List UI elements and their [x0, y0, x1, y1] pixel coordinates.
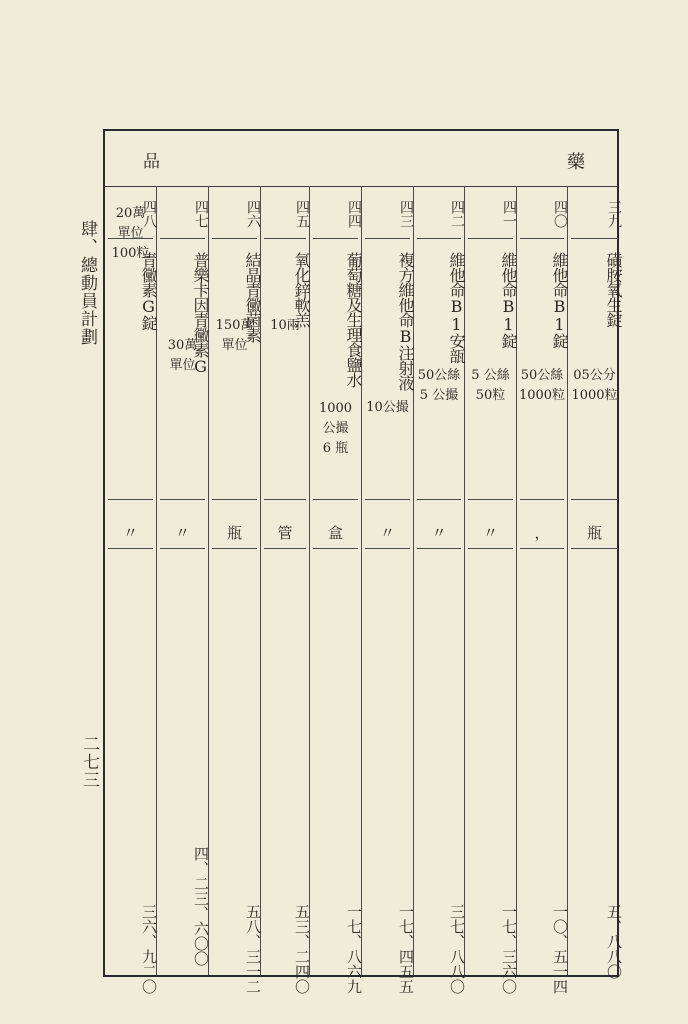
item-unit: 〃: [482, 524, 498, 542]
row-divider: [108, 548, 153, 549]
spec-line: 100粒: [111, 246, 150, 262]
spec-line: 5 公絲: [471, 368, 510, 383]
item-unit: 瓶: [586, 524, 602, 542]
item-spec: [261, 316, 309, 336]
table-row: [414, 186, 466, 994]
spec-line: 50公絲: [417, 368, 461, 383]
item-number: 四五: [294, 200, 310, 228]
item-name: 葡萄糖及生理食鹽水: [344, 252, 363, 387]
item-unit: 盒: [327, 524, 343, 542]
spec-line: 單位: [221, 338, 248, 354]
item-price: 三七、八八〇: [448, 904, 466, 994]
row-divider: [468, 548, 513, 549]
row-divider: [365, 238, 410, 239]
table-row: [568, 186, 623, 979]
table-row: [310, 186, 363, 994]
row-divider: [468, 238, 513, 239]
spec-line: 公撮: [322, 421, 349, 437]
row-divider: [313, 238, 358, 239]
spec-line: 05公分: [573, 368, 616, 383]
row-divider: [212, 499, 257, 500]
spec-line: 20萬: [115, 206, 146, 221]
row-divider: [264, 548, 306, 549]
item-spec: [105, 204, 156, 264]
table-row: [157, 186, 209, 975]
table-row: [209, 186, 262, 994]
row-divider: [571, 238, 618, 239]
spec-line: 50公絲: [520, 368, 564, 383]
row-divider: [417, 548, 461, 549]
item-name: 普樂卡因青黴素G: [191, 252, 210, 375]
item-name: 複方維他命B注射液: [396, 252, 415, 390]
spec-line: 150萬: [215, 318, 254, 333]
spec-line: 5 公撮: [419, 388, 459, 404]
item-price: 三六、九二〇: [140, 904, 158, 994]
item-spec: [310, 399, 361, 459]
item-spec: [517, 366, 567, 406]
item-number: 四八: [141, 200, 157, 228]
spec-line: 50粒: [475, 388, 506, 404]
spec-line: 30萬: [167, 338, 198, 353]
row-divider: [313, 499, 358, 500]
item-name: 結晶青黴菌素: [243, 252, 262, 342]
row-divider: [571, 548, 618, 549]
row-divider: [417, 499, 461, 500]
item-number: 四四: [346, 200, 362, 228]
item-price: 五三、二四〇: [293, 904, 311, 994]
row-divider: [468, 499, 513, 500]
category-label-left: 品: [143, 152, 160, 172]
item-unit: 瓶: [226, 524, 242, 542]
item-number: 四〇: [552, 200, 568, 228]
spec-line: 單位: [117, 226, 144, 242]
spec-line: 1000粒: [571, 388, 618, 404]
category-row: [105, 131, 617, 187]
item-unit: 〃: [379, 524, 395, 542]
item-unit: 〃: [174, 524, 190, 542]
item-price: 五、八八〇: [605, 904, 623, 979]
table-row: [517, 186, 569, 994]
row-divider: [571, 499, 618, 500]
row-divider: [160, 238, 205, 239]
row-divider: [417, 238, 461, 239]
table-row: [261, 186, 311, 994]
item-unit: ，: [534, 524, 550, 542]
item-number: 三九: [606, 200, 622, 228]
category-label-right: 藥: [567, 152, 585, 173]
item-spec: [362, 398, 413, 418]
row-divider: [264, 238, 306, 239]
section-header: 肆、總動員計劃: [77, 220, 97, 346]
row-divider: [520, 548, 564, 549]
page-number: 二七三: [79, 735, 99, 789]
item-spec: [568, 366, 621, 406]
medicine-table: [103, 129, 623, 994]
item-name: 維他命B1錠: [550, 252, 569, 348]
item-price: 一七、四五五: [397, 904, 415, 994]
row-divider: [212, 548, 257, 549]
row-divider: [108, 499, 153, 500]
item-spec: [209, 316, 260, 356]
row-divider: [264, 499, 306, 500]
spec-line: 10兩: [270, 318, 300, 333]
table-row: [105, 186, 158, 994]
row-divider: [212, 238, 257, 239]
item-price: 一七、三六〇: [500, 904, 518, 994]
table-row: [465, 186, 518, 994]
row-divider: [520, 238, 564, 239]
spec-line: 1000粒: [518, 388, 566, 404]
item-name: 磺胺氧生錠: [604, 252, 623, 327]
item-name: 氧化鋅軟羔: [292, 252, 311, 327]
item-name: 青黴素G錠: [139, 252, 158, 330]
item-number: 四一: [501, 200, 517, 228]
item-number: 四七: [193, 200, 209, 228]
item-spec: [414, 366, 464, 406]
item-quantity: 四、二三、六〇〇: [192, 846, 210, 966]
item-unit: 〃: [431, 524, 447, 542]
item-price: 一七、八六九: [345, 904, 363, 994]
table-row: [362, 186, 415, 994]
row-divider: [365, 499, 410, 500]
row-divider: [365, 548, 410, 549]
item-spec: [465, 366, 516, 406]
row-divider: [313, 548, 358, 549]
item-number: 四三: [398, 200, 414, 228]
spec-line: 6 瓶: [322, 441, 349, 457]
item-name: 維他命B1安瓿: [447, 252, 466, 363]
item-unit: 管: [277, 524, 293, 542]
row-divider: [160, 499, 205, 500]
spec-line: 1000: [318, 401, 353, 416]
item-number: 四二: [449, 200, 465, 228]
item-price: 一〇、五一四: [551, 904, 569, 994]
item-name: 維他命B1錠: [499, 252, 518, 348]
spec-line: 單位: [169, 358, 196, 374]
row-divider: [160, 548, 205, 549]
item-price: 五八、三一二: [244, 904, 262, 994]
row-divider: [520, 499, 564, 500]
spec-line: 10公撮: [366, 400, 409, 415]
item-number: 四六: [245, 200, 261, 228]
item-unit: 〃: [122, 524, 138, 542]
item-spec: [157, 336, 208, 376]
